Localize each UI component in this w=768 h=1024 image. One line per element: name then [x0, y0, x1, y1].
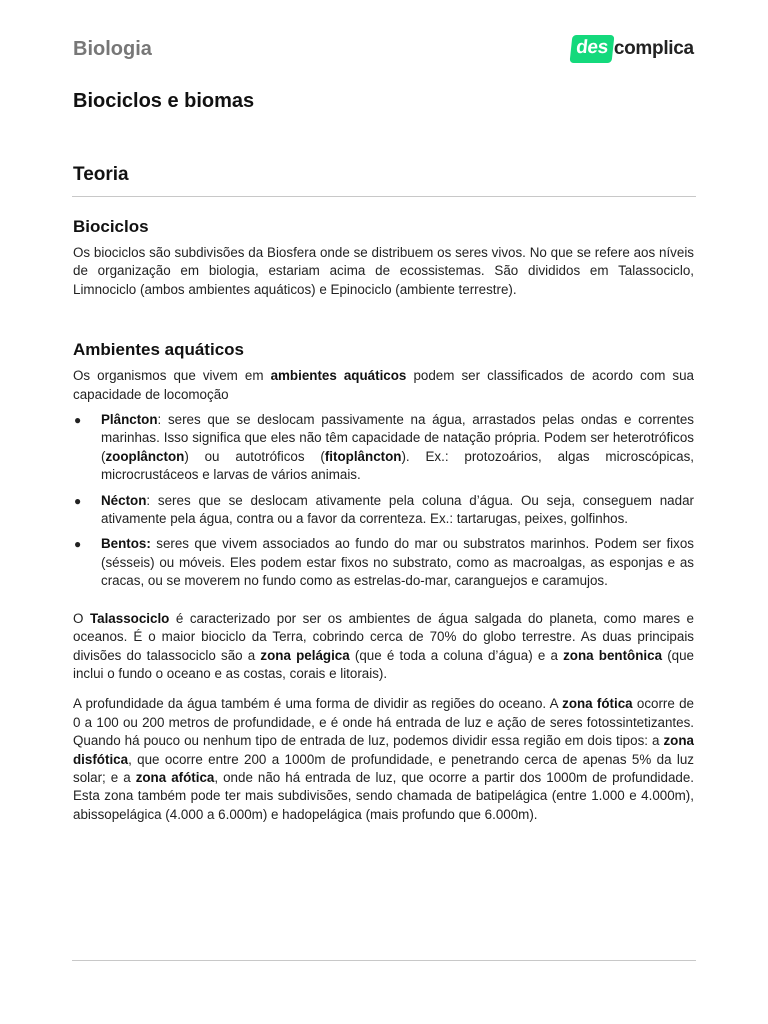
logo-badge: des	[570, 35, 615, 63]
logo-text: complica	[613, 38, 694, 59]
section-divider	[72, 196, 696, 197]
talassociclo-paragraph: O Talassociclo é caracterizado por ser os ambientes de água salgada do planeta, como mares e oceanos. É o maior biociclo da Terra, cobrindo cerca de 70% do globo terrestre. As duas principais divisões do talassociclo são a zona pelágica (que é toda a coluna d’água) e a zona bentônica (que inclui o fundo o oceano e as costas, corais e litorais).	[73, 610, 695, 681]
list-item: ● Plâncton: seres que se deslocam passivamente na água, arrastados pelas ondas e correntes marinhas. Isso significa que eles não têm capacidade de natação própria. Podem ser heterotróficos (zooplâncton) ou autotróficos (fitoplâncton). Ex.: protozoários, algas microscópicas, microcrustáceos e larvas de vários animais.	[74, 412, 694, 483]
profundidade-paragraph: A profundidade da água também é uma forma de dividir as regiões do oceano. A zona fótica ocorre de 0 a 100 ou 200 metros de profundidade, e é onde há entrada de luz e ação de seres fotossintetizantes. Quando há pouco ou nenhum tipo de entrada de luz, podemos dividir essa região em dois tipos: a zona disfótica, que ocorre entre 200 a 1000m de profundidade, e penetrando cerca de apenas 5% da luz solar; e a zona afótica, onde não há entrada de luz, que ocorre a partir dos 1000m de profundidade. Esta zona também pode ter mais subdivisões, sendo chamada de batipelágica (entre 1.000 e 4.000m), abissopelágica (4.000 a 6.000m) e hadopelágica (mais profundo que 6.000m).	[73, 696, 695, 822]
descomplica-logo	[571, 35, 694, 63]
locomotion-list	[73, 411, 694, 591]
bullet-icon: ●	[74, 537, 82, 552]
footer-divider	[72, 960, 696, 961]
header-subject: Biologia	[73, 38, 152, 60]
aquaticos-intro: Os organismos que vivem em ambientes aquáticos podem ser classificados de acordo com sua capacidade de locomoção	[73, 368, 694, 402]
biociclos-heading: Biociclos	[73, 217, 149, 236]
list-item: ● Nécton: seres que se deslocam ativamente pela coluna d’água. Ou seja, conseguem nadar ativamente pela água, contra ou a favor da correnteza. Ex.: tartarugas, peixes, golfinhos.	[74, 492, 694, 527]
list-item: ● Bentos: seres que vivem associados ao fundo do mar ou substratos marinhos. Podem ser fixos (sésseis) ou móveis. Eles podem estar fixos no substrato, como as macroalgas, as esponjas e as cracas, ou se moverem no fundo como as estrelas-do-mar, caranguejos e caramujos.	[74, 536, 694, 589]
bullet-icon: ●	[74, 413, 82, 428]
page-title: Biociclos e biomas	[73, 90, 255, 112]
section-title: Teoria	[73, 164, 129, 185]
biociclos-paragraph: Os biociclos são subdivisões da Biosfera onde se distribuem os seres vivos. No que se refere aos níveis de organização em biologia, estariam acima de ecossistemas. São divididos em Talassociclo, Limnociclo (ambos ambientes aquáticos) e Epinociclo (ambiente terrestre).	[73, 245, 694, 297]
bullet-icon: ●	[74, 493, 82, 508]
content	[73, 216, 694, 824]
aquaticos-heading: Ambientes aquáticos	[73, 340, 244, 360]
